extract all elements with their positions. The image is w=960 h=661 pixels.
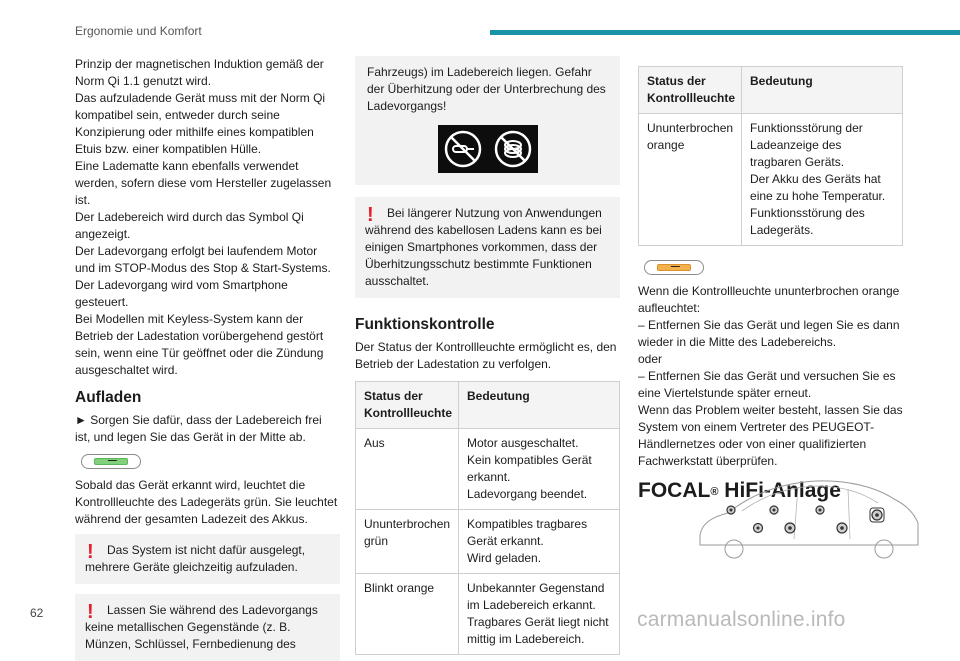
meaning-cell <box>459 574 620 655</box>
section-heading-funktionskontrolle: Funktionskontrolle <box>355 316 495 333</box>
meaning-cell <box>459 510 620 574</box>
no-metal-objects-icon <box>443 129 483 169</box>
body-line: – Entfernen Sie das Gerät und versuchen Sie es eine Viertelstunde später erneut. <box>638 369 896 400</box>
warning-box <box>75 594 340 661</box>
status-cell: Blinkt orange <box>356 574 459 655</box>
column-1 <box>75 56 340 661</box>
meaning-cell <box>742 114 903 246</box>
warning-text: Lassen Sie während des Ladevorgangs keine metallischen Gegenstände (z. B. Münzen, Schlüssel, Fernbedienung des <box>85 603 318 651</box>
intro-line: Bei Modellen mit Keyless-System kann der Betrieb der Ladestation vorübergehend gestört sein, wenn eine Tür geöffnet oder die Zündung ausgeschaltet wird. <box>75 312 324 377</box>
table-row <box>639 114 903 246</box>
charging-indicator-icon <box>644 260 704 275</box>
table-header-row <box>356 382 620 429</box>
intro-line: Der Ladevorgang erfolgt bei laufendem Motor und im STOP-Modus des Stop & Start-Systems. <box>75 244 331 275</box>
meaning-line: Unbekannter Gegenstand im Ladebereich erkannt. <box>467 581 605 612</box>
instruction-step: ► Sorgen Sie dafür, dass der Ladebereich frei ist, und legen Sie das Gerät in der Mitte ab. <box>75 413 322 444</box>
table-row <box>356 574 620 655</box>
intro-line: Der Ladebereich wird durch das Symbol Qi angezeigt. <box>75 210 304 241</box>
no-coins-icon <box>493 129 533 169</box>
warning-text: Fahrzeugs) im Ladebereich liegen. Gefahr der Überhitzung oder der Unterbrechung des Ladevorgangs! <box>367 65 606 113</box>
table-row <box>356 429 620 510</box>
charging-indicator-icon <box>81 454 141 469</box>
section-intro: Der Status der Kontrollleuchte ermöglicht es, den Betrieb der Ladestation zu verfolgen. <box>355 340 617 371</box>
meaning-line: Funktionsstörung der Ladeanzeige des tragbaren Geräts. <box>750 121 863 169</box>
section-heading-aufladen: Aufladen <box>75 389 142 406</box>
section-header: Ergonomie und Komfort <box>75 24 202 38</box>
table-header-row <box>639 67 903 114</box>
intro-line: Das aufzuladende Gerät muss mit der Norm Qi kompatibel sein, entweder durch seine Konzipierung oder mithilfe eines kompatiblen Etuis bzw. einer kompatiblen Hülle. <box>75 91 326 156</box>
meaning-line: Motor ausgeschaltet. <box>467 436 579 450</box>
header-accent-bar <box>490 30 960 35</box>
column-3 <box>638 56 903 509</box>
meaning-line: Der Akku des Geräts hat eine zu hohe Temperatur. <box>750 172 886 203</box>
status-cell: Ununterbrochen orange <box>639 114 742 246</box>
page-number: 62 <box>30 606 44 620</box>
status-table-continued <box>638 66 903 246</box>
warning-box <box>75 534 340 584</box>
warning-text: Das System ist nicht dafür ausgelegt, mehrere Geräte gleichzeitig aufzuladen. <box>85 543 306 574</box>
meaning-line: Ladevorgang beendet. <box>467 487 588 501</box>
meaning-line: Tragbares Gerät liegt nicht mittig im Ladebereich. <box>467 615 609 646</box>
heading-brand: FOCAL <box>638 479 711 502</box>
table-header-status: Status der Kontrollleuchte <box>639 67 742 114</box>
car-speakers-illustration <box>698 475 920 557</box>
registered-mark: ® <box>710 486 719 498</box>
status-table <box>355 381 620 655</box>
heading-rest: HiFi-Anlage <box>718 479 841 502</box>
status-cell: Ununterbrochen grün <box>356 510 459 574</box>
intro-line: Der Ladevorgang wird vom Smartphone gesteuert. <box>75 278 288 309</box>
warning-box-continued <box>355 56 620 185</box>
body-line: Wenn die Kontrollleuchte ununterbrochen orange aufleuchtet: <box>638 284 900 315</box>
status-description: Sobald das Gerät erkannt wird, leuchtet die Kontrollleuchte des Ladegeräts grün. Sie leuchtet während der gesamten Ladezeit des Akkus. <box>75 478 338 526</box>
meaning-line: Kompatibles tragbares Gerät erkannt. <box>467 517 588 548</box>
warning-pictograms <box>438 125 538 173</box>
intro-line: Prinzip der magnetischen Induktion gemäß der Norm Qi 1.1 genutzt wird. <box>75 57 324 88</box>
exclamation-icon: ! <box>87 541 94 563</box>
exclamation-icon: ! <box>87 601 94 623</box>
table-header-status: Status der Kontrollleuchte <box>356 382 459 429</box>
meaning-line: Kein kompatibles Gerät erkannt. <box>467 453 592 484</box>
watermark-text: carmanualsonline.info <box>637 608 846 631</box>
table-header-meaning: Bedeutung <box>742 67 903 114</box>
body-line: oder <box>638 352 663 366</box>
meaning-line: Funktionsstörung des Ladegeräts. <box>750 206 865 237</box>
body-line: – Entfernen Sie das Gerät und legen Sie es dann wieder in die Mitte des Ladebereichs. <box>638 318 900 349</box>
meaning-cell <box>459 429 620 510</box>
status-cell: Aus <box>356 429 459 510</box>
meaning-line: Wird geladen. <box>467 551 542 565</box>
table-header-meaning: Bedeutung <box>459 382 620 429</box>
body-line: Wenn das Problem weiter besteht, lassen Sie das System von einem Vertreter des PEUGEOT-Händlernetzes oder von einer qualifizierten Fachwerkstatt überprüfen. <box>638 403 903 468</box>
warning-box <box>355 197 620 298</box>
table-row <box>356 510 620 574</box>
column-2 <box>355 56 620 655</box>
warning-text: Bei längerer Nutzung von Anwendungen während des kabellosen Ladens kann es bei einigen Smartphones vorkommen, dass der Überhitzungsschutz bestimmte Funktionen ausschaltet. <box>365 206 602 288</box>
intro-line: Eine Ladematte kann ebenfalls verwendet werden, sofern diese vom Hersteller zugelassen ist. <box>75 159 332 207</box>
exclamation-icon: ! <box>367 204 374 226</box>
